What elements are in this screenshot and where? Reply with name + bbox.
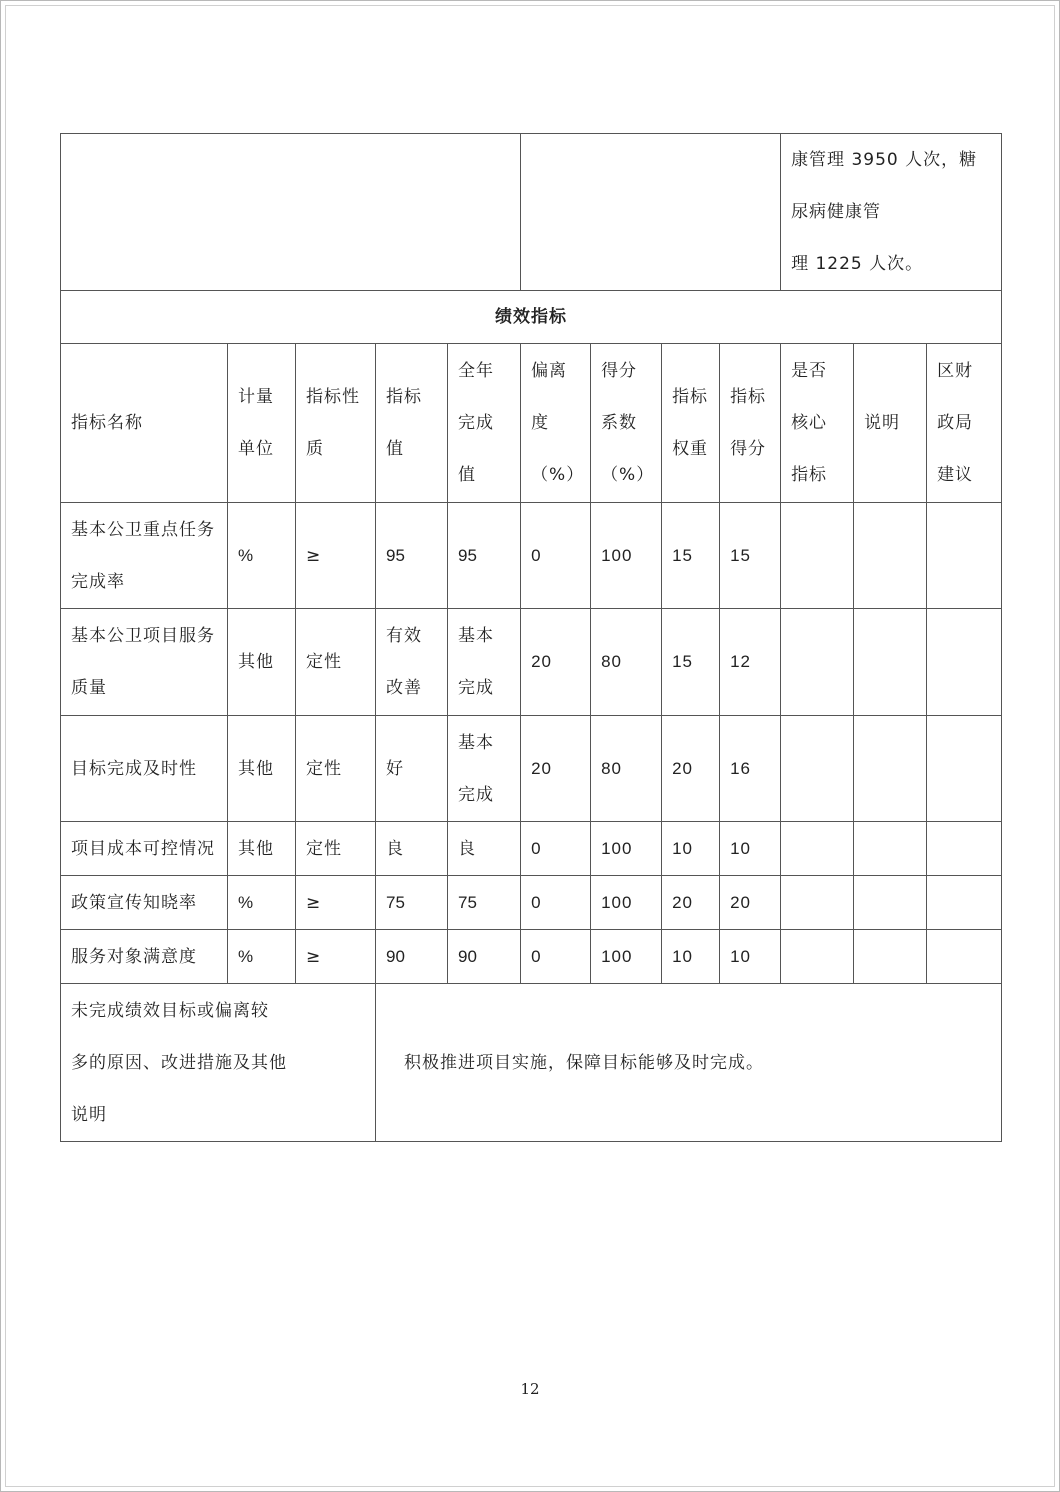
nature-cell: 定性 bbox=[296, 716, 376, 822]
continuation-cell-middle bbox=[521, 134, 781, 291]
cell-line: 得分 bbox=[730, 439, 767, 459]
cell-line: 指标性 bbox=[306, 387, 360, 407]
cell-line: 系数 bbox=[601, 413, 638, 433]
cell-line: 度 bbox=[531, 413, 550, 433]
indicator-name bbox=[61, 503, 228, 609]
is-core-cell bbox=[781, 876, 854, 930]
cell-line: 服务对象满意度 bbox=[71, 946, 197, 967]
unit-cell: 其他 bbox=[228, 609, 296, 716]
actual-cell bbox=[448, 876, 521, 930]
section-title-row bbox=[61, 291, 1002, 344]
score-cell: 10 bbox=[720, 930, 781, 984]
nature-cell: ≥ bbox=[296, 876, 376, 930]
score-cell: 20 bbox=[720, 876, 781, 930]
cell-line: 指标 bbox=[672, 387, 709, 407]
cell-line: 指标 bbox=[791, 465, 828, 485]
finance-advice-cell bbox=[927, 503, 1002, 609]
score-coef-cell: 100 bbox=[591, 930, 662, 984]
target-cell bbox=[376, 876, 448, 930]
cell-line: 95 bbox=[386, 545, 405, 565]
table-row bbox=[61, 930, 1002, 984]
target-cell bbox=[376, 716, 448, 822]
cell-line: 多的原因、改进措施及其他 bbox=[71, 1052, 287, 1073]
cell-line: 基本 bbox=[458, 626, 494, 646]
cell-line: 是否 bbox=[791, 361, 828, 381]
cell-line: 建议 bbox=[937, 465, 974, 485]
score-coef-cell: 100 bbox=[591, 503, 662, 609]
score-cell: 16 bbox=[720, 716, 781, 822]
actual-cell bbox=[448, 716, 521, 822]
cell-line: 值 bbox=[458, 465, 476, 485]
notes-cell bbox=[854, 876, 927, 930]
target-cell bbox=[376, 930, 448, 984]
cell-line: 完成 bbox=[458, 678, 494, 698]
cell-line: 完成率 bbox=[71, 571, 125, 592]
cell-line: 政局 bbox=[937, 413, 974, 433]
score-coef-cell: 80 bbox=[591, 609, 662, 716]
cell-line: 未完成绩效目标或偏离较 bbox=[71, 1000, 269, 1021]
nature-cell: 定性 bbox=[296, 822, 376, 876]
deviation-cell: 0 bbox=[521, 503, 591, 609]
is-core-cell bbox=[781, 716, 854, 822]
table-row bbox=[61, 876, 1002, 930]
indicator-name bbox=[61, 930, 228, 984]
cell-line: 75 bbox=[386, 892, 405, 912]
data-rows bbox=[61, 503, 1002, 984]
weight-cell: 10 bbox=[662, 822, 720, 876]
cell-line: 指标名称 bbox=[71, 413, 143, 433]
cell-line: 计量 bbox=[238, 387, 274, 407]
score-cell: 10 bbox=[720, 822, 781, 876]
cell-line: 指标 bbox=[730, 387, 767, 407]
target-cell bbox=[376, 609, 448, 716]
cell-line: 90 bbox=[386, 946, 405, 966]
performance-table bbox=[60, 133, 1002, 1142]
cell-line: 得分 bbox=[601, 361, 638, 381]
unit-cell: % bbox=[228, 503, 296, 609]
cell-line: 核心 bbox=[791, 413, 828, 433]
notes-cell bbox=[854, 609, 927, 716]
score-cell: 12 bbox=[720, 609, 781, 716]
actual-cell bbox=[448, 503, 521, 609]
cell-line: 好 bbox=[386, 758, 404, 779]
cell-line: 质量 bbox=[71, 678, 107, 698]
score-coef-cell: 100 bbox=[591, 876, 662, 930]
cell-line: 有效 bbox=[386, 626, 422, 646]
cell-line: 75 bbox=[458, 892, 477, 912]
cell-line: 项目成本可控情况 bbox=[71, 838, 215, 859]
cell-line: 良 bbox=[386, 838, 404, 859]
cell-line: （%） bbox=[531, 465, 585, 485]
indicator-name bbox=[61, 822, 228, 876]
table-row bbox=[61, 503, 1002, 609]
section-title: 绩效指标 bbox=[61, 291, 1002, 344]
header-finance-advice bbox=[927, 344, 1002, 503]
cell-line: 偏离 bbox=[531, 361, 568, 381]
header-unit bbox=[228, 344, 296, 503]
is-core-cell bbox=[781, 609, 854, 716]
weight-cell: 20 bbox=[662, 876, 720, 930]
header-indicator-name bbox=[61, 344, 228, 503]
cell-line: 指标 bbox=[386, 387, 422, 407]
deviation-cell: 20 bbox=[521, 716, 591, 822]
indicator-name bbox=[61, 609, 228, 716]
notes-cell bbox=[854, 822, 927, 876]
page-number: 12 bbox=[520, 1380, 540, 1398]
finance-advice-cell bbox=[927, 822, 1002, 876]
notes-cell bbox=[854, 930, 927, 984]
cell-line: 95 bbox=[458, 545, 477, 565]
is-core-cell bbox=[781, 930, 854, 984]
indicator-name bbox=[61, 716, 228, 822]
unit-cell: 其他 bbox=[228, 716, 296, 822]
actual-cell bbox=[448, 930, 521, 984]
header-row bbox=[61, 344, 1002, 503]
cell-line: 基本公卫重点任务 bbox=[71, 519, 215, 540]
header-nature bbox=[296, 344, 376, 503]
weight-cell: 15 bbox=[662, 609, 720, 716]
header-is-core bbox=[781, 344, 854, 503]
header-score bbox=[720, 344, 781, 503]
header-weight bbox=[662, 344, 720, 503]
score-coef-cell: 80 bbox=[591, 716, 662, 822]
header-score-coef bbox=[591, 344, 662, 503]
score-cell: 15 bbox=[720, 503, 781, 609]
deviation-cell: 0 bbox=[521, 876, 591, 930]
actual-cell bbox=[448, 822, 521, 876]
header-deviation bbox=[521, 344, 591, 503]
cell-line: （%） bbox=[601, 465, 655, 485]
unit-cell: 其他 bbox=[228, 822, 296, 876]
footer-label bbox=[61, 984, 376, 1142]
weight-cell: 15 bbox=[662, 503, 720, 609]
cell-line: 政策宣传知晓率 bbox=[71, 892, 197, 913]
cell-line: 说明 bbox=[864, 413, 901, 433]
cell-line: 说明 bbox=[71, 1104, 107, 1125]
deviation-cell: 0 bbox=[521, 930, 591, 984]
cell-line: 全年 bbox=[458, 361, 494, 381]
header-notes bbox=[854, 344, 927, 503]
finance-advice-cell bbox=[927, 716, 1002, 822]
deviation-cell: 0 bbox=[521, 822, 591, 876]
nature-cell: 定性 bbox=[296, 609, 376, 716]
indicator-name bbox=[61, 876, 228, 930]
cell-line: 基本公卫项目服务 bbox=[71, 626, 215, 646]
cell-line: 完成 bbox=[458, 784, 494, 805]
cell-line: 目标完成及时性 bbox=[71, 758, 197, 779]
cell-line: 区财 bbox=[937, 361, 974, 381]
is-core-cell bbox=[781, 822, 854, 876]
header-annual-actual bbox=[448, 344, 521, 503]
unit-cell: % bbox=[228, 876, 296, 930]
table-row bbox=[61, 716, 1002, 822]
table-row bbox=[61, 822, 1002, 876]
cell-line: 权重 bbox=[672, 439, 709, 459]
cell-line: 值 bbox=[386, 439, 404, 459]
nature-cell: ≥ bbox=[296, 503, 376, 609]
finance-advice-cell bbox=[927, 609, 1002, 716]
cell-line: 良 bbox=[458, 838, 476, 859]
finance-advice-cell bbox=[927, 930, 1002, 984]
continuation-text-line1: 康管理 3950 人次，糖尿病健康管 bbox=[791, 150, 978, 222]
cell-line: 基本 bbox=[458, 732, 494, 753]
continuation-cell-right bbox=[781, 134, 1002, 291]
target-cell bbox=[376, 503, 448, 609]
is-core-cell bbox=[781, 503, 854, 609]
weight-cell: 10 bbox=[662, 930, 720, 984]
notes-cell bbox=[854, 503, 927, 609]
target-cell bbox=[376, 822, 448, 876]
footer-row bbox=[61, 984, 1002, 1142]
continuation-text-line2: 理 1225 人次。 bbox=[791, 254, 924, 274]
notes-cell bbox=[854, 716, 927, 822]
continuation-cell-left bbox=[61, 134, 521, 291]
actual-cell bbox=[448, 609, 521, 716]
cell-line: 完成 bbox=[458, 413, 494, 433]
unit-cell: % bbox=[228, 930, 296, 984]
deviation-cell: 20 bbox=[521, 609, 591, 716]
cell-line: 90 bbox=[458, 946, 477, 966]
header-target bbox=[376, 344, 448, 503]
footer-content: 积极推进项目实施，保障目标能够及时完成。 bbox=[376, 984, 1002, 1142]
cell-line: 改善 bbox=[386, 678, 422, 698]
score-coef-cell: 100 bbox=[591, 822, 662, 876]
cell-line: 单位 bbox=[238, 439, 274, 459]
finance-advice-cell bbox=[927, 876, 1002, 930]
table-row bbox=[61, 609, 1002, 716]
weight-cell: 20 bbox=[662, 716, 720, 822]
cell-line: 质 bbox=[306, 439, 324, 459]
nature-cell: ≥ bbox=[296, 930, 376, 984]
continuation-row bbox=[61, 134, 1002, 291]
